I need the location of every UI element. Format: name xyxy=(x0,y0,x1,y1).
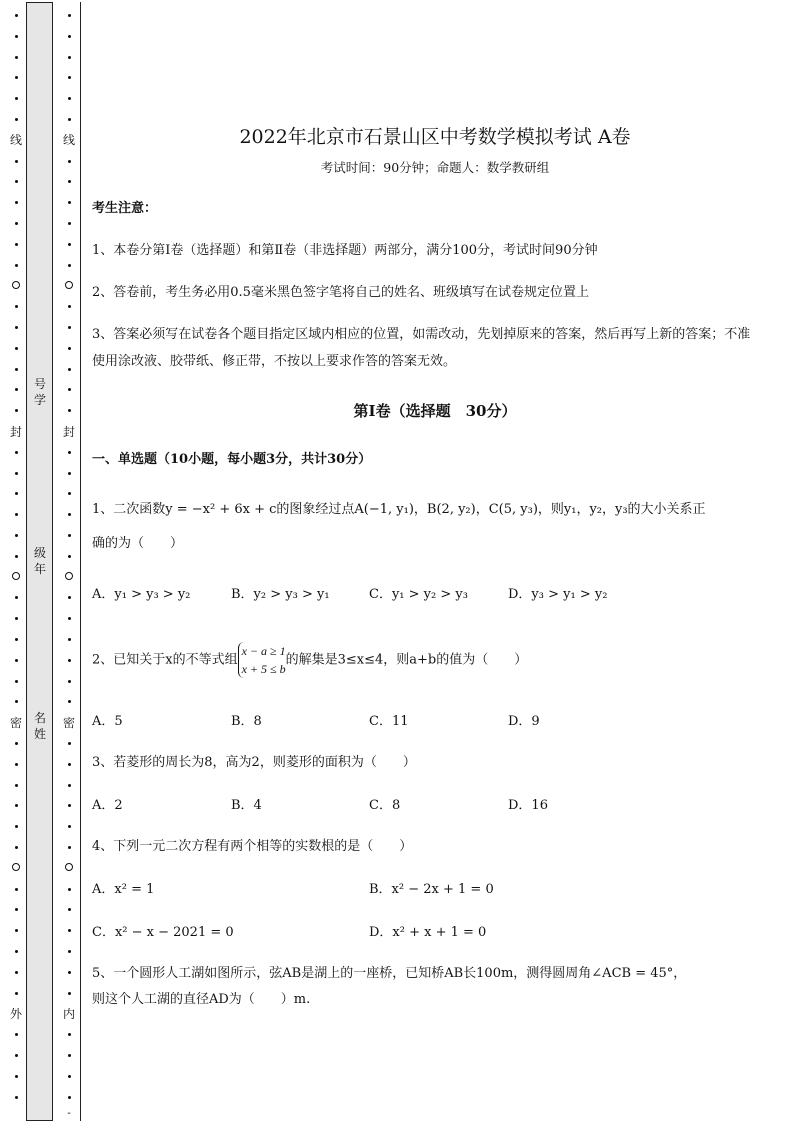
binding-dot xyxy=(68,35,71,38)
binding-dot xyxy=(15,97,18,100)
binding-dot xyxy=(68,347,71,350)
binding-dot xyxy=(68,617,71,620)
part-heading: 一、单选题（10小题，每小题3分，共计30分） xyxy=(92,452,372,467)
option-d: D．y₃ > y₁ > y₂ xyxy=(508,587,608,602)
option-d: D．16 xyxy=(508,798,548,813)
question-5-text-cont: 则这个人工湖的直径AD为（ ）m. xyxy=(92,992,311,1007)
binding-dot xyxy=(68,763,71,766)
question-1-text-cont: 确的为（ ） xyxy=(92,536,184,551)
binding-dot xyxy=(15,409,18,412)
binding-dot xyxy=(68,1033,71,1036)
binding-dot xyxy=(15,700,18,703)
binding-dot xyxy=(15,76,18,79)
binding-dot xyxy=(68,742,71,745)
note-item: 1、本卷分第I卷（选择题）和第Ⅱ卷（非选择题）两部分，满分100分，考试时间90分钟 xyxy=(92,243,598,258)
binding-outer-char: 线 xyxy=(9,133,22,147)
binding-inner-circle xyxy=(65,572,73,580)
option-b: B．x² − 2x + 1 = 0 xyxy=(369,882,494,897)
binding-dot xyxy=(15,950,18,953)
binding-dot xyxy=(15,825,18,828)
option-a: A．x² = 1 xyxy=(92,882,155,897)
binding-dot xyxy=(68,659,71,662)
binding-dot xyxy=(68,638,71,641)
binding-dot xyxy=(68,596,71,599)
binding-inner-char: 密 xyxy=(62,716,75,730)
binding-dot xyxy=(15,1054,18,1057)
binding-dot xyxy=(15,118,18,121)
binding-margin xyxy=(0,0,82,1123)
binding-dot xyxy=(15,555,18,558)
binding-dot xyxy=(15,368,18,371)
binding-cut-column xyxy=(53,2,81,1121)
binding-dot xyxy=(15,742,18,745)
binding-dot xyxy=(15,472,18,475)
option-c: C．y₁ > y₂ > y₃ xyxy=(369,587,468,602)
binding-inner-circle xyxy=(65,281,73,289)
binding-dot xyxy=(15,534,18,537)
exam-subtitle: 考试时间：90分钟；命题人：数学教研组 xyxy=(320,160,550,175)
binding-dot xyxy=(68,472,71,475)
binding-dot xyxy=(68,409,71,412)
question-5-text: 5、一个圆形人工湖如图所示，弦AB是湖上的一座桥，已知桥AB长100m，测得圆周角∠ACB = 45°， xyxy=(92,966,687,981)
class-label: 级年 xyxy=(33,546,46,576)
binding-dot xyxy=(68,534,71,537)
binding-dot xyxy=(15,888,18,891)
notes-heading: 考生注意： xyxy=(92,201,158,216)
binding-dot xyxy=(15,451,18,454)
binding-outer-char: 外 xyxy=(9,1007,22,1021)
option-c: C．11 xyxy=(369,714,409,729)
binding-outer-char: 密 xyxy=(9,716,22,730)
binding-dot xyxy=(68,846,71,849)
binding-dot xyxy=(15,513,18,516)
binding-dot xyxy=(15,659,18,662)
note-item: 3、答案必须写在试卷各个题目指定区域内相应的位置，如需改动，先划掉原来的答案，然后再写上新的答案；不准使用涂改液、胶带纸、修正带，不按以上要求作答的答案无效。 xyxy=(92,327,751,369)
binding-dot xyxy=(68,97,71,100)
binding-inner-char: 封 xyxy=(62,425,75,439)
binding-inner-char: 内 xyxy=(62,1007,75,1021)
binding-dot xyxy=(15,388,18,391)
binding-dot xyxy=(15,1075,18,1078)
binding-dot xyxy=(68,971,71,974)
binding-dot xyxy=(68,513,71,516)
binding-dot xyxy=(68,388,71,391)
binding-dot xyxy=(15,56,18,59)
binding-outer-circle xyxy=(12,281,20,289)
binding-dot xyxy=(68,305,71,308)
binding-dot xyxy=(15,929,18,932)
binding-dot xyxy=(68,992,71,995)
question-3-text: 3、若菱形的周长为8，高为2，则菱形的面积为（ ） xyxy=(92,755,416,770)
question-2-prefix: 2、已知关于x的不等式组 xyxy=(92,652,238,668)
binding-dot xyxy=(15,492,18,495)
binding-dot xyxy=(68,243,71,246)
binding-outer-char: 封 xyxy=(9,425,22,439)
option-a: A．5 xyxy=(92,714,123,729)
binding-dot xyxy=(15,201,18,204)
binding-dot xyxy=(15,243,18,246)
question-2-text xyxy=(92,642,527,678)
binding-dot xyxy=(15,804,18,807)
binding-dot xyxy=(15,846,18,849)
binding-dot xyxy=(68,700,71,703)
binding-dot xyxy=(68,264,71,267)
question-2-suffix: 的解集是3≤x≤4，则a+b的值为（ ） xyxy=(285,652,528,668)
binding-dot xyxy=(15,35,18,38)
binding-dot xyxy=(68,180,71,183)
binding-dot xyxy=(68,804,71,807)
binding-dot xyxy=(68,825,71,828)
binding-outer-circle xyxy=(12,863,20,871)
binding-dot xyxy=(68,908,71,911)
binding-dot xyxy=(15,680,18,683)
option-b: B．8 xyxy=(231,714,262,729)
binding-dot xyxy=(68,680,71,683)
option-d: D．9 xyxy=(508,714,540,729)
binding-dot xyxy=(68,888,71,891)
binding-inner-circle xyxy=(65,863,73,871)
binding-dot xyxy=(68,222,71,225)
binding-dot xyxy=(68,1096,71,1099)
binding-dot xyxy=(68,929,71,932)
option-c: C．x² − x − 2021 = 0 xyxy=(92,925,234,940)
binding-dot xyxy=(15,992,18,995)
binding-dot xyxy=(68,14,71,17)
option-b: B．y₂ > y₃ > y₁ xyxy=(231,587,330,602)
binding-dot xyxy=(15,908,18,911)
binding-dot xyxy=(15,596,18,599)
inequality-1: x − a ≥ 1 xyxy=(241,644,286,658)
binding-dot xyxy=(15,638,18,641)
option-b: B．4 xyxy=(231,798,262,813)
binding-dot xyxy=(68,56,71,59)
option-d: D．x² + x + 1 = 0 xyxy=(369,925,487,940)
inequality-2: x + 5 ≤ b xyxy=(241,662,286,676)
student-id-label: 号学 xyxy=(33,377,46,407)
binding-dot xyxy=(68,118,71,121)
binding-dot xyxy=(68,492,71,495)
binding-bottom-mark: - xyxy=(67,1108,71,1119)
binding-dot xyxy=(15,326,18,329)
binding-dot xyxy=(68,368,71,371)
question-1-text: 1、二次函数y = −x² + 6x + c的图象经过点A(−1, y₁)，B(2, y₂)，C(5, y₃)，则y₁，y₂，y₃的大小关系正 xyxy=(92,502,706,517)
binding-dot xyxy=(68,451,71,454)
inequality-system xyxy=(238,642,286,678)
binding-dot xyxy=(15,222,18,225)
question-4-text: 4、下列一元二次方程有两个相等的实数根的是（ ） xyxy=(92,839,413,854)
binding-dot xyxy=(68,555,71,558)
option-a: A．y₁ > y₃ > y₂ xyxy=(92,587,191,602)
binding-dot xyxy=(15,971,18,974)
binding-dot xyxy=(15,1033,18,1036)
binding-dot xyxy=(15,763,18,766)
binding-dot xyxy=(15,1096,18,1099)
binding-dot xyxy=(68,950,71,953)
note-item: 2、答卷前，考生务必用0.5毫米黑色签字笔将自己的姓名、班级填写在试卷规定位置上 xyxy=(92,285,589,300)
binding-dot xyxy=(68,76,71,79)
binding-dot xyxy=(15,347,18,350)
option-c: C．8 xyxy=(369,798,401,813)
binding-dot xyxy=(68,1054,71,1057)
binding-dot xyxy=(68,160,71,163)
binding-dot xyxy=(68,1075,71,1078)
binding-dot xyxy=(68,784,71,787)
binding-dot xyxy=(15,784,18,787)
name-label: 名姓 xyxy=(33,711,46,741)
section-title: 第I卷（选择题 30分） xyxy=(353,402,517,420)
binding-dot xyxy=(15,264,18,267)
binding-dot xyxy=(15,160,18,163)
binding-dot xyxy=(15,180,18,183)
option-a: A．2 xyxy=(92,798,123,813)
exam-title: 2022年北京市石景山区中考数学模拟考试 A卷 xyxy=(239,126,631,148)
binding-dot xyxy=(68,201,71,204)
binding-inner-char: 线 xyxy=(62,133,75,147)
binding-outer-circle xyxy=(12,572,20,580)
binding-dot xyxy=(68,326,71,329)
binding-dot xyxy=(15,617,18,620)
binding-dot xyxy=(15,305,18,308)
binding-dot xyxy=(15,14,18,17)
